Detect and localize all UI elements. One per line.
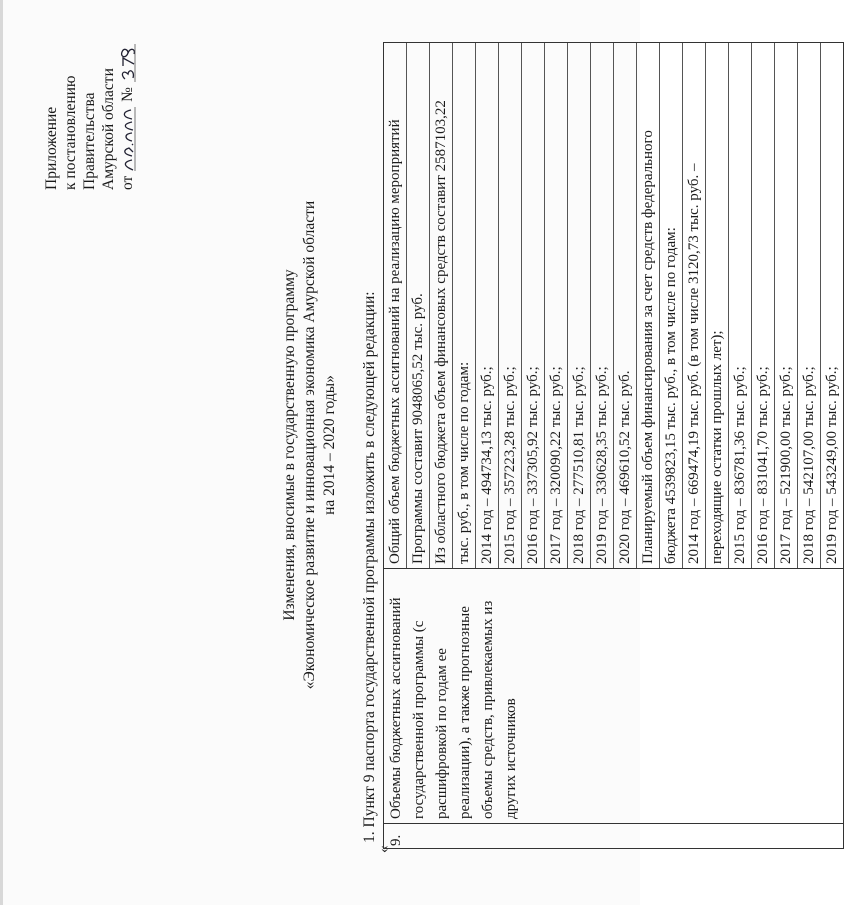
appendix-date-line: [118, 0, 137, 190]
handwritten-date: [119, 106, 136, 172]
value-line: Программы составит 9048065,52 тыс. руб.: [407, 43, 430, 568]
row-name-line: объемы средств, привлекаемых из: [480, 600, 496, 819]
value-line: 2015 год – 357223,28 тыс. руб.;: [499, 43, 522, 568]
value-line: 2016 год – 337305,92 тыс. руб.;: [522, 43, 545, 568]
value-line: 2014 год – 669474,19 тыс. руб. (в том числе 3120,73 тыс. руб. –: [683, 43, 706, 568]
value-line: тыс. руб., в том числе по годам:: [453, 43, 476, 568]
passport-table: [383, 42, 844, 849]
row-name-line: реализации), а также прогнозные: [457, 606, 473, 819]
value-line: 2020 год – 469610,52 тыс. руб.: [614, 43, 637, 568]
value-line: Планируемый объем финансирования за счет средств федерального: [637, 43, 660, 568]
appendix-title: Приложение: [43, 106, 60, 190]
value-line: Общий объем бюджетных ассигнований на реализацию мероприятий: [384, 43, 407, 568]
appendix-region: Амурской области: [100, 68, 117, 190]
value-line: переходящие остатки прошлых лет);: [706, 43, 729, 568]
table-row: [384, 43, 844, 849]
value-line: 2018 год – 277510,81 тыс. руб.;: [568, 43, 591, 568]
value-line: бюджета 4539823,15 тыс. руб., в том числе по годам:: [660, 43, 683, 568]
row-number: 9.: [384, 824, 844, 849]
document-title: [280, 145, 340, 745]
value-line: 2019 год – 330628,35 тыс. руб.;: [591, 43, 614, 568]
row-name-line: Объемы бюджетных ассигнований: [388, 597, 404, 819]
value-line: 2018 год – 542107,00 тыс. руб.;: [798, 43, 821, 568]
lead-paragraph: 1. Пункт 9 паспорта государственной программы изложить в следующей редакции:: [361, 291, 378, 843]
value-line: 2017 год – 521900,00 тыс. руб.;: [775, 43, 798, 568]
handwritten-number: [119, 43, 136, 83]
row-name-line: других источников: [503, 698, 519, 819]
title-line-3: на 2014 – 2020 годы»: [321, 375, 338, 515]
value-line: Из областного бюджета объем финансовых средств составит 2587103,22: [430, 43, 453, 568]
opening-quote: «: [376, 845, 392, 853]
value-line: 2017 год – 320090,22 тыс. руб.;: [545, 43, 568, 568]
value-line: 2014 год – 494734,13 тыс. руб.;: [476, 43, 499, 568]
appendix-block: [42, 0, 137, 190]
row-name-cell: [384, 569, 844, 824]
number-prefix: №: [119, 87, 136, 102]
value-line: 2019 год – 543249,00 тыс. руб.;: [824, 366, 840, 564]
value-line: 2016 год – 831041,70 тыс. руб.;: [752, 43, 775, 568]
title-line-1: Изменения, вносимые в государственную программу: [281, 269, 298, 621]
row-name-line: государственной программы (с: [411, 620, 427, 819]
value-line: 2015 год – 836781,36 тыс. руб.;: [729, 43, 752, 568]
title-line-2: «Экономическое развитие и инновационная экономика Амурской области: [301, 200, 318, 690]
date-prefix: от: [119, 175, 136, 190]
row-name-line: расшифровкой по годам ее: [434, 648, 450, 819]
row-value-cell: [384, 43, 844, 569]
appendix-resolution: к постановлению Правительства: [62, 75, 98, 190]
